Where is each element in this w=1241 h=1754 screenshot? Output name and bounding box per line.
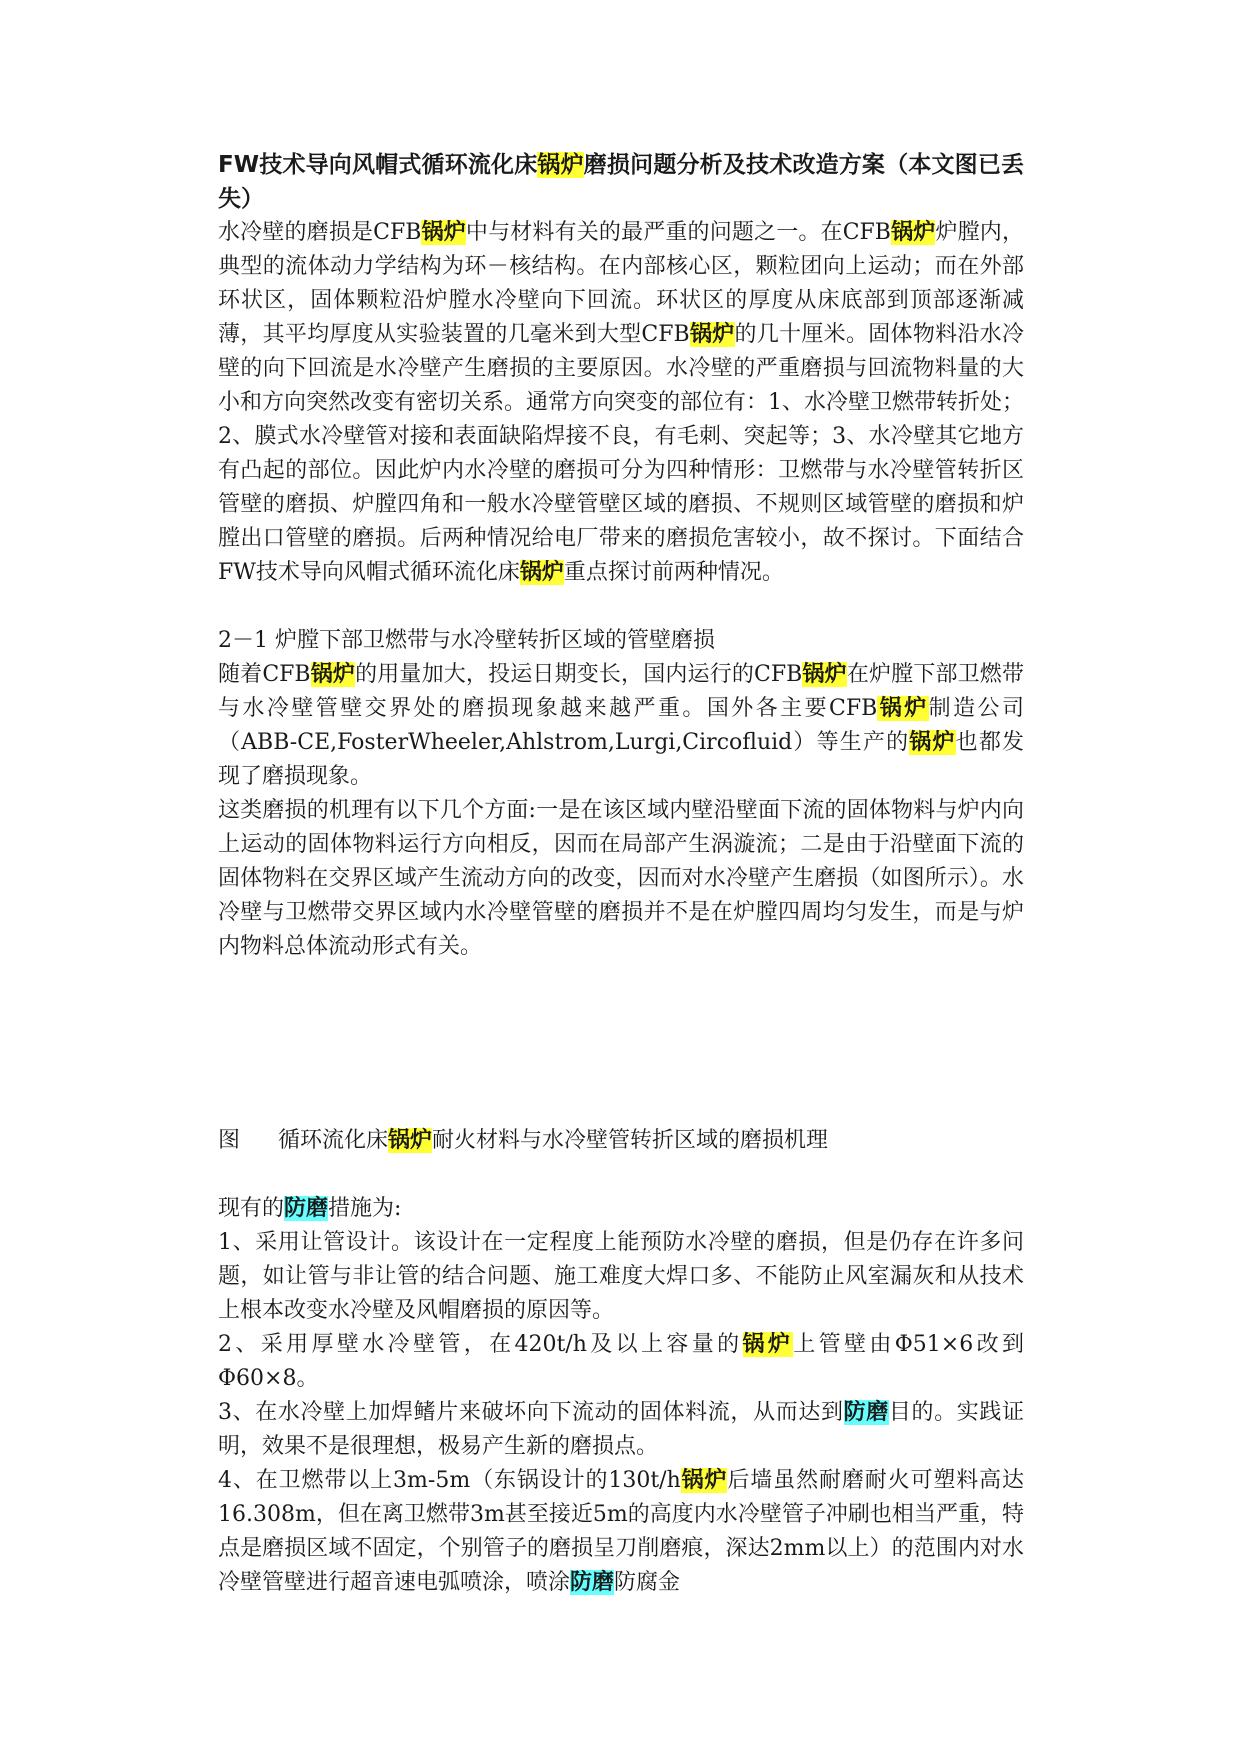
text-run: 在炉膛下部卫燃带与水冷壁管壁交界处的磨损现象越来越严重。国外各主要CFB	[218, 662, 1024, 721]
highlight-keyword-cyan: 防磨	[843, 1400, 889, 1425]
title-text-2: 磨损问题分析及技术改造方案（本文图已丢失）	[218, 152, 1025, 212]
title-text-1: FW技术导向风帽式循环流化床	[218, 152, 538, 178]
measure-3	[218, 1396, 1024, 1464]
highlight-keyword: 锅炉	[909, 730, 956, 755]
section-heading: 2－1 炉膛下部卫燃带与水冷壁转折区域的管壁磨损	[218, 628, 715, 653]
highlight-keyword: 锅炉	[890, 220, 936, 245]
blank-line	[218, 1158, 1024, 1192]
blank-line	[218, 590, 1024, 624]
text-run: 随着CFB	[218, 662, 311, 687]
text-run: 现有的	[218, 1196, 285, 1221]
text-run: 的几十厘米。固体物料沿水冷壁的向下回流是水冷壁产生磨损的主要原因。水冷壁的严重磨损与回流物料量的大小和方向突然改变有密切关系。通常方向突变的部位有：1、水冷壁卫燃带转折处；2、膜式水冷壁管对接和表面缺陷焊接不良，有毛刺、突起等；3、水冷壁其它地方有凸起的部位。因此炉内水冷壁的磨损可分为四种情形：卫燃带与水冷壁管转折区管壁的磨损、炉膛四角和一般水冷壁管壁区域的磨损、不规则区域管壁的磨损和炉膛出口管壁的磨损。后两种情况给电厂带来的磨损危害较小，故不探讨。下面结合FW技术导向风帽式循环流化床	[218, 322, 1024, 585]
text-run: 中与材料有关的最严重的问题之一。在CFB	[465, 220, 891, 245]
caption-label: 图	[218, 1128, 241, 1153]
text-run: 2、采用厚壁水冷壁管，在420t/h及以上容量的	[218, 1332, 743, 1357]
highlight-keyword: 锅炉	[802, 662, 847, 687]
text-run: 炉膛内，典型的流体动力学结构为环－核结构。在内部核心区，颗粒团向上运动；而在外部环状区，固体颗粒沿炉膛水冷壁向下回流。环状区的厚度从床底部到顶部逐渐减薄，其平均厚度从实验装置的几毫米到大型CFB	[218, 220, 1024, 347]
highlight-keyword: 锅炉	[537, 152, 584, 178]
document-page	[218, 148, 1024, 1600]
missing-figure-space	[218, 964, 1024, 1124]
text-run: 也都发现了磨损现象。	[218, 730, 1024, 789]
highlight-keyword-cyan: 防磨	[570, 1570, 615, 1595]
paragraph-cfb-usage	[218, 658, 1024, 794]
text-run: 上管壁由Φ51×6改到Φ60×8。	[218, 1332, 1024, 1391]
highlight-keyword: 锅炉	[519, 560, 564, 585]
highlight-keyword: 锅炉	[689, 322, 735, 347]
text-run: 循环流化床	[278, 1128, 389, 1153]
text-run: 4、在卫燃带以上3m-5m（东锅设计的130t/h	[218, 1468, 681, 1493]
measure-1: 1、采用让管设计。该设计在一定程度上能预防水冷壁的磨损，但是仍存在许多问题，如让管与非让管的结合问题、施工难度大焊口多、不能防止风室漏灰和从技术上根本改变水冷壁及风帽磨损的原因等。	[218, 1230, 1024, 1323]
highlight-keyword: 锅炉	[877, 696, 929, 721]
text-run: 3、在水冷壁上加焊鳍片来破坏向下流动的固体料流，从而达到	[218, 1400, 844, 1425]
text-run: 措施为:	[328, 1196, 402, 1221]
highlight-keyword: 锅炉	[742, 1332, 794, 1357]
paragraph-mechanism: 这类磨损的机理有以下几个方面:一是在该区域内壁沿壁面下流的固体物料与炉内向上运动的固体物料运行方向相反，因而在局部产生涡漩流；二是由于沿壁面下流的固体物料在交界区域产生流动方向的改变，因而对水冷壁产生磨损（如图所示）。水冷壁与卫燃带交界区域内水冷壁管壁的磨损并不是在炉膛四周均匀发生，而是与炉内物料总体流动形式有关。	[218, 798, 1024, 959]
text-run: 的用量加大，投运日期变长，国内运行的CFB	[355, 662, 803, 687]
text-run: 后墙虽然耐磨耐火可塑料高达16.308m，但在离卫燃带3m甚至接近5m的高度内水冷壁管子冲刷也相当严重，特点是磨损区域不固定，个别管子的磨损呈刀削磨痕，深达2mm以上）的范围内对水冷壁管壁进行超音速电弧喷涂，喷涂	[218, 1468, 1024, 1595]
measure-2	[218, 1328, 1024, 1396]
highlight-keyword: 锅炉	[310, 662, 356, 687]
measures-intro	[218, 1192, 1024, 1226]
figure-caption	[218, 1124, 1024, 1158]
highlight-keyword: 锅炉	[388, 1128, 433, 1153]
text-run: 制造公司（ABB-CE,FosterWheeler,Ahlstrom,Lurgi,Circofluid）等生产的	[218, 696, 1024, 755]
highlight-keyword: 锅炉	[680, 1468, 728, 1493]
text-run: 目的。实践证明，效果不是很理想，极易产生新的磨损点。	[218, 1400, 1024, 1459]
text-run: 耐火材料与水冷壁管转折区域的磨损机理	[432, 1128, 829, 1153]
highlight-keyword-cyan: 防磨	[284, 1196, 329, 1221]
text-run: 防腐金	[614, 1570, 681, 1595]
paragraph-wall-wear	[218, 216, 1024, 590]
text-run: 水冷壁的磨损是CFB	[218, 220, 422, 245]
document-title	[218, 148, 1024, 216]
text-run: 重点探讨前两种情况。	[563, 560, 784, 585]
measure-4	[218, 1464, 1024, 1600]
highlight-keyword: 锅炉	[421, 220, 466, 245]
